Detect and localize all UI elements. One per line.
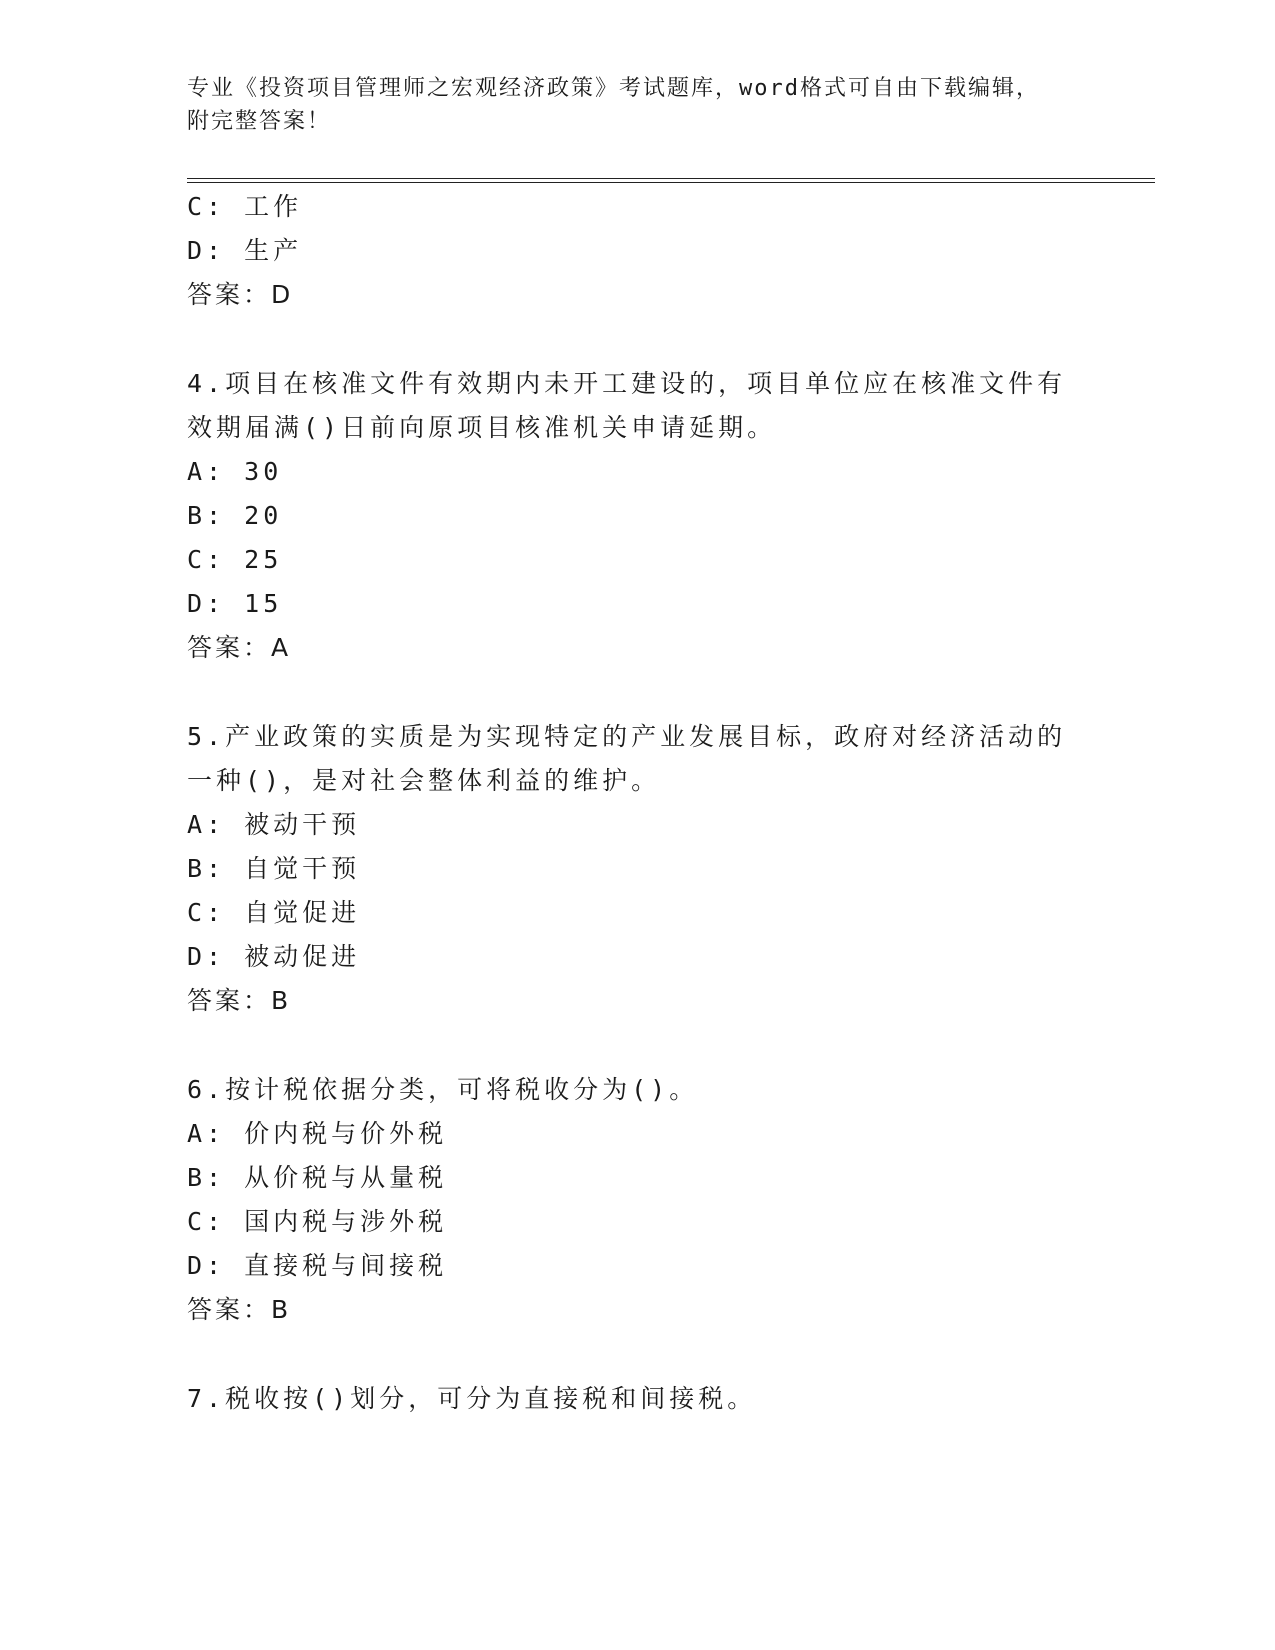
q6-option-c: C: 国内税与涉外税	[187, 1207, 448, 1236]
q4-option-d: D: 15	[187, 589, 283, 618]
q5-option-b: B: 自觉干预	[187, 854, 361, 883]
q4-option-b: B: 20	[187, 501, 283, 530]
q5-option-a: A: 被动干预	[187, 810, 361, 839]
q6-stem-line-1: 6.按计税依据分类，可将税收分为()。	[187, 1075, 699, 1104]
q6-option-a: A: 价内税与价外税	[187, 1119, 448, 1148]
q3-option-d: D: 生产	[187, 236, 303, 265]
q5-stem-line-1: 5.产业政策的实质是为实现特定的产业发展目标，政府对经济活动的	[187, 722, 1067, 751]
q4-option-c: C: 25	[187, 545, 283, 574]
q4-option-a: A: 30	[187, 457, 283, 486]
header-divider-bottom	[187, 182, 1155, 183]
header-line-2: 附完整答案！	[187, 109, 332, 134]
header-divider-top	[187, 178, 1155, 179]
q5-answer: 答案：B	[187, 986, 292, 1015]
q4-stem-line-2: 效期届满()日前向原项目核准机关申请延期。	[187, 413, 777, 442]
q6-answer: 答案：B	[187, 1295, 292, 1324]
q3-option-c: C: 工作	[187, 192, 303, 221]
q4-stem-line-1: 4.项目在核准文件有效期内未开工建设的，项目单位应在核准文件有	[187, 369, 1067, 398]
q3-answer: 答案：D	[187, 280, 294, 309]
header-line-1: 专业《投资项目管理师之宏观经济政策》考试题库，word格式可自由下载编辑，	[187, 76, 1040, 101]
q5-stem-line-2: 一种()，是对社会整体利益的维护。	[187, 766, 661, 795]
q4-answer: 答案：A	[187, 633, 292, 662]
q6-option-d: D: 直接税与间接税	[187, 1251, 448, 1280]
document-header	[187, 72, 1087, 138]
q7-stem-line-1: 7.税收按()划分，可分为直接税和间接税。	[187, 1384, 757, 1413]
q5-option-d: D: 被动促进	[187, 942, 361, 971]
q6-option-b: B: 从价税与从量税	[187, 1163, 448, 1192]
q5-option-c: C: 自觉促进	[187, 898, 361, 927]
